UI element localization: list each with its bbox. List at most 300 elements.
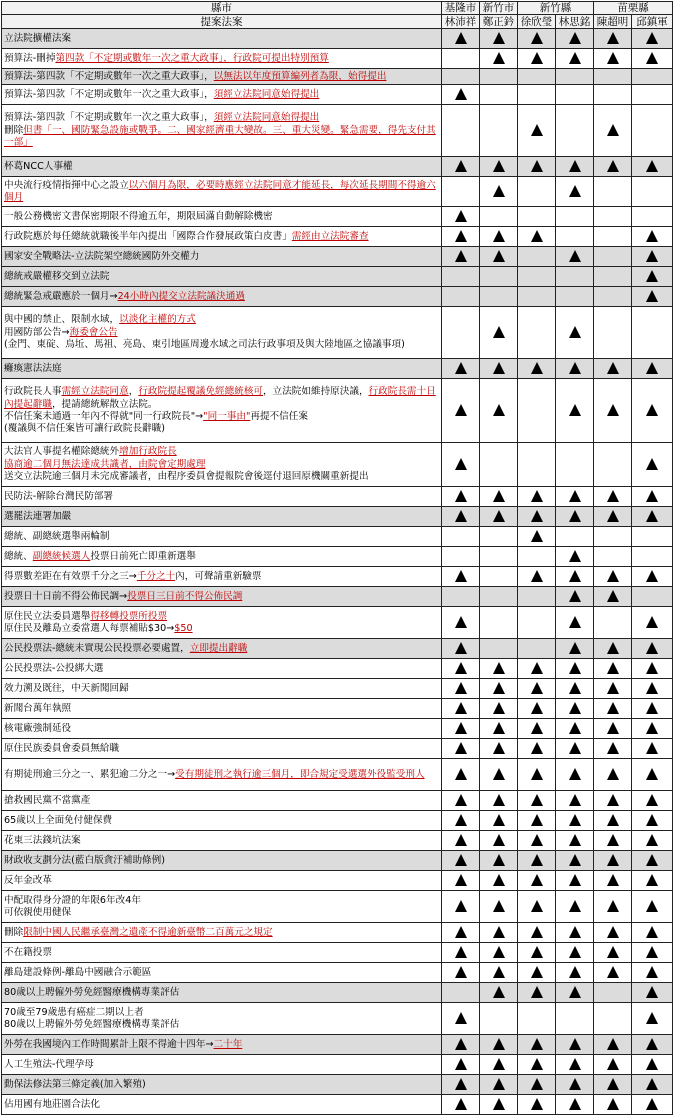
vote-cell [518,699,556,719]
vote-cell [594,983,632,1003]
vote-cell [518,443,556,487]
triangle-icon [493,768,505,780]
table-row [2,69,673,85]
plain-text: (金門、東碇、烏坵、馬祖、亮島、東引地區周邊水域之司法行政事項及與大陸地區之協議事項) [4,339,405,351]
vote-cell [518,157,556,177]
triangle-icon [646,900,658,912]
vote-cell [632,679,673,699]
triangle-icon [569,1078,581,1090]
vote-cell [556,963,594,983]
highlighted-text: 但書「一、國防緊急設施或戰爭。二、國家經濟重大變故。三、重大災變。緊急需要，得先支付其一部」 [4,124,436,149]
triangle-icon [531,52,543,64]
triangle-icon [607,854,619,866]
triangle-icon [646,986,658,998]
vote-cell [442,527,480,547]
bill-text-line [4,251,439,263]
triangle-icon [607,124,619,136]
vote-cell [632,177,673,207]
vote-cell [632,831,673,851]
triangle-icon [531,834,543,846]
triangle-icon [569,642,581,654]
vote-cell [518,1035,556,1055]
highlighted-text: 行政院長需十日內提起辭職 [4,386,436,410]
triangle-icon [493,722,505,734]
vote-cell [556,1055,594,1075]
highlighted-text: 需經立法院同意 [61,386,129,398]
bill-text-line [4,327,439,339]
highlighted-text: 增加行政院長 [119,446,177,458]
highlighted-text: 千分之十 [136,570,176,582]
highlighted-text: 二十年 [213,1038,243,1050]
bill-description [2,307,442,359]
triangle-icon [646,1012,658,1024]
bill-text-line [4,591,439,603]
highlighted-text: 受有期徒刑之執行逾三個月，即合規定受選選外役監受刑人 [175,768,425,780]
vote-cell [632,287,673,307]
triangle-icon [493,160,505,172]
highlighted-text: 24小時內提交立法院議決通過 [117,290,245,302]
triangle-icon [646,926,658,938]
bill-description [2,719,442,739]
triangle-icon [607,742,619,754]
legislator-name: 林沛祥 [442,15,480,29]
triangle-icon [646,290,658,302]
plain-text: 搶救國民黨不當黨產 [4,794,91,806]
triangle-icon [569,1098,581,1110]
vote-cell [442,791,480,811]
triangle-icon [607,1058,619,1070]
plain-text: 原住民族委員會委員無給職 [4,742,120,754]
plain-text: 不信任案未通過一年內不得就"同一行政院長"→ [4,411,204,422]
vote-cell [442,247,480,267]
vote-cell [556,811,594,831]
plain-text: ，提請總統解散立法院。 [51,398,158,410]
triangle-icon [493,32,505,44]
table-row [2,1035,673,1055]
bill-text-line [4,339,439,351]
triangle-icon [607,1098,619,1110]
bill-text-line [4,491,439,503]
bill-description [2,943,442,963]
bill-text-line [4,663,439,675]
bill-text-line [4,471,439,483]
triangle-icon [607,1038,619,1050]
plain-text: 財政收支劃分法(藍白版貪汙補助條例) [4,854,165,866]
triangle-icon [646,362,658,374]
vote-cell [480,851,518,871]
plain-text: 70歲至79歲患有癌症二期以上者 [4,1006,144,1018]
triangle-icon [455,946,467,958]
vote-cell [518,177,556,207]
table-row [2,851,673,871]
vote-cell [594,811,632,831]
bill-description [2,247,442,267]
vote-cell [632,487,673,507]
vote-cell [556,29,594,49]
vote-cell [480,639,518,659]
vote-cell [442,1035,480,1055]
bill-description [2,507,442,527]
vote-cell [480,247,518,267]
vote-cell [594,379,632,443]
triangle-icon [646,490,658,502]
triangle-icon [455,210,467,222]
triangle-icon [493,682,505,694]
vote-cell [556,759,594,791]
plain-text: 預算法-第四款「不定期或數年一次之重大政事」， [4,70,214,82]
vote-cell [442,49,480,69]
bill-text-line [4,723,439,735]
table-row [2,527,673,547]
triangle-icon [531,160,543,172]
plain-text: 花東三法錢坑法案 [4,834,81,846]
table-row [2,963,673,983]
bill-description [2,831,442,851]
vote-cell [594,943,632,963]
bill-description [2,287,442,307]
triangle-icon [493,490,505,502]
vote-cell [442,85,480,105]
bill-text-line [4,551,439,563]
vote-cell [480,177,518,207]
table-row [2,659,673,679]
triangle-icon [607,642,619,654]
group-hsinchu-city: 新竹市 [480,2,518,15]
plain-text: 投票日十日前不得公佈民調→ [4,590,128,602]
bill-description [2,69,442,85]
vote-cell [556,443,594,487]
vote-cell [594,891,632,923]
triangle-icon [531,946,543,958]
vote-cell [632,105,673,157]
plain-text: 總統緊急戒嚴應於一個月→ [4,290,118,302]
bill-text-line [4,623,439,635]
bill-description [2,791,442,811]
vote-cell [556,379,594,443]
table-row [2,1095,673,1115]
bill-description [2,1075,442,1095]
bill-description [2,607,442,639]
bill-vote-table [1,1,673,1115]
triangle-icon [493,326,505,338]
vote-cell [556,157,594,177]
table-row [2,699,673,719]
vote-cell [556,105,594,157]
triangle-icon [646,1098,658,1110]
vote-cell [518,507,556,527]
vote-cell [442,359,480,379]
vote-cell [632,507,673,527]
triangle-icon [455,570,467,582]
vote-cell [442,719,480,739]
plain-text: 80歲以上聘僱外勞免經醫療機構專業評估 [4,986,180,998]
triangle-icon [455,662,467,674]
triangle-icon [455,1058,467,1070]
vote-cell [442,607,480,639]
plain-text: 公民投票法-總統未實現公民投票必要處置， [4,642,190,654]
vote-cell [632,739,673,759]
bill-description [2,587,442,607]
bill-text-line [4,611,439,623]
triangle-icon [455,814,467,826]
vote-cell [480,49,518,69]
vote-cell [480,567,518,587]
triangle-icon [455,794,467,806]
vote-cell [556,69,594,85]
bill-description [2,679,442,699]
triangle-icon [607,946,619,958]
table-row [2,639,673,659]
table-row [2,891,673,923]
vote-cell [442,831,480,851]
bill-text-line [4,33,439,45]
vote-cell [556,891,594,923]
triangle-icon [607,590,619,602]
vote-cell [480,157,518,177]
table-row [2,247,673,267]
bill-description [2,963,442,983]
vote-cell [518,587,556,607]
bill-text-line [4,947,439,959]
triangle-icon [569,682,581,694]
vote-cell [442,943,480,963]
plain-text: 刪除 [4,926,24,938]
triangle-icon [455,1098,467,1110]
bill-text-line [4,511,439,523]
triangle-icon [646,1058,658,1070]
group-keelung: 基隆市 [442,2,480,15]
triangle-icon [646,946,658,958]
vote-cell [632,1075,673,1095]
triangle-icon [646,510,658,522]
vote-cell [594,157,632,177]
vote-cell [518,943,556,963]
vote-cell [480,739,518,759]
vote-cell [442,567,480,587]
triangle-icon [646,230,658,242]
triangle-icon [646,722,658,734]
vote-cell [594,29,632,49]
table-row [2,587,673,607]
vote-cell [632,1003,673,1035]
table-row [2,157,673,177]
vote-cell [518,851,556,871]
vote-cell [480,719,518,739]
vote-cell [594,923,632,943]
vote-cell [632,759,673,791]
bill-text-line [4,571,439,583]
vote-cell [480,963,518,983]
triangle-icon [493,986,505,998]
vote-cell [556,699,594,719]
vote-cell [594,307,632,359]
triangle-icon [607,768,619,780]
triangle-icon [646,458,658,470]
bill-text-line [4,769,439,781]
triangle-icon [493,966,505,978]
vote-cell [556,679,594,699]
vote-cell [594,791,632,811]
triangle-icon [531,662,543,674]
vote-cell [594,443,632,487]
plain-text: 不在籍投票 [4,946,52,958]
vote-cell [632,871,673,891]
triangle-icon [607,900,619,912]
vote-cell [556,527,594,547]
plain-text: ，立法院如維持原決議， [263,386,369,398]
bill-header: 提案法案 [2,15,442,29]
vote-cell [594,487,632,507]
triangle-icon [646,270,658,282]
plain-text: 預算法-刪掉 [4,52,56,64]
vote-cell [518,359,556,379]
triangle-icon [607,814,619,826]
table-row [2,227,673,247]
plain-text: 有期徒刑逾三分之一、累犯逾二分之一→ [4,768,176,780]
table-row [2,307,673,359]
triangle-icon [531,1098,543,1110]
vote-cell [480,679,518,699]
triangle-icon [455,362,467,374]
vote-cell [442,379,480,443]
vote-cell [556,307,594,359]
vote-cell [632,983,673,1003]
triangle-icon [607,834,619,846]
vote-cell [442,963,480,983]
table-row [2,85,673,105]
vote-cell [480,359,518,379]
table-row [2,379,673,443]
plain-text: (覆議與不信任案皆可讓行政院長辭職) [4,423,165,435]
triangle-icon [531,32,543,44]
vote-cell [480,507,518,527]
vote-cell [594,759,632,791]
vote-cell [480,587,518,607]
vote-cell [594,85,632,105]
vote-cell [480,105,518,157]
vote-cell [632,227,673,247]
triangle-icon [531,230,543,242]
vote-cell [442,1003,480,1035]
vote-cell [556,719,594,739]
bill-text-line [4,459,439,471]
vote-cell [442,267,480,287]
vote-cell [442,739,480,759]
vote-cell [556,831,594,851]
vote-cell [518,679,556,699]
plain-text: 65歲以上全面免付健保費 [4,814,113,826]
triangle-icon [531,362,543,374]
legislator-name: 邱鎮軍 [632,15,673,29]
bill-text-line [4,112,439,124]
bill-text-line [4,1019,439,1031]
triangle-icon [531,490,543,502]
triangle-icon [569,702,581,714]
vote-cell [518,1095,556,1115]
vote-cell [632,29,673,49]
table-row [2,507,673,527]
vote-cell [480,307,518,359]
vote-cell [632,69,673,85]
table-row [2,679,673,699]
vote-cell [442,177,480,207]
vote-cell [480,811,518,831]
vote-cell [594,49,632,69]
triangle-icon [607,874,619,886]
vote-cell [480,1055,518,1075]
vote-cell [518,659,556,679]
bill-description [2,359,442,379]
vote-cell [556,587,594,607]
triangle-icon [569,590,581,602]
vote-cell [480,943,518,963]
vote-cell [518,547,556,567]
triangle-icon [569,510,581,522]
triangle-icon [607,926,619,938]
triangle-icon [646,966,658,978]
vote-cell [556,659,594,679]
bill-text-line [4,125,439,150]
vote-cell [632,791,673,811]
triangle-icon [531,124,543,136]
plain-text: 內，可聲請重新驗票 [175,570,262,582]
bill-description [2,759,442,791]
bill-description [2,527,442,547]
plain-text: 80歲以上聘僱外勞免經醫療機構專業評估 [4,1019,180,1030]
table-row [2,443,673,487]
triangle-icon [607,160,619,172]
plain-text: 總統、 [4,550,33,562]
plain-text: 人工生殖法-代理孕母 [4,1058,94,1070]
vote-cell [632,587,673,607]
triangle-icon [569,52,581,64]
table-row [2,105,673,157]
vote-cell [594,207,632,227]
vote-cell [594,587,632,607]
table-row [2,29,673,49]
bill-description [2,739,442,759]
bill-description [2,207,442,227]
vote-cell [518,639,556,659]
plain-text: 一般公務機密文書保密期限不得逾五年，期限屆滿自動解除機密 [4,210,273,222]
triangle-icon [646,854,658,866]
bill-description [2,923,442,943]
bill-description [2,379,442,443]
bill-text-line [4,423,439,435]
triangle-icon [646,642,658,654]
plain-text: 國家安全戰略法-立法院架空總統國防外交權力 [4,250,200,262]
plain-text: ， [128,386,139,398]
table-row [2,811,673,831]
triangle-icon [569,1038,581,1050]
vote-cell [556,487,594,507]
bill-description [2,49,442,69]
vote-cell [480,791,518,811]
bill-text-line [4,314,439,326]
vote-cell [594,699,632,719]
triangle-icon [493,874,505,886]
triangle-icon [607,682,619,694]
bill-description [2,851,442,871]
vote-cell [556,1095,594,1115]
triangle-icon [493,662,505,674]
highlighted-text: "同一事由" [203,411,251,422]
bill-description [2,1035,442,1055]
table-row [2,923,673,943]
highlighted-text: 海委會公告 [69,326,118,338]
plain-text: 總統戒嚴權移交到立法院 [4,270,110,282]
vote-cell [442,507,480,527]
